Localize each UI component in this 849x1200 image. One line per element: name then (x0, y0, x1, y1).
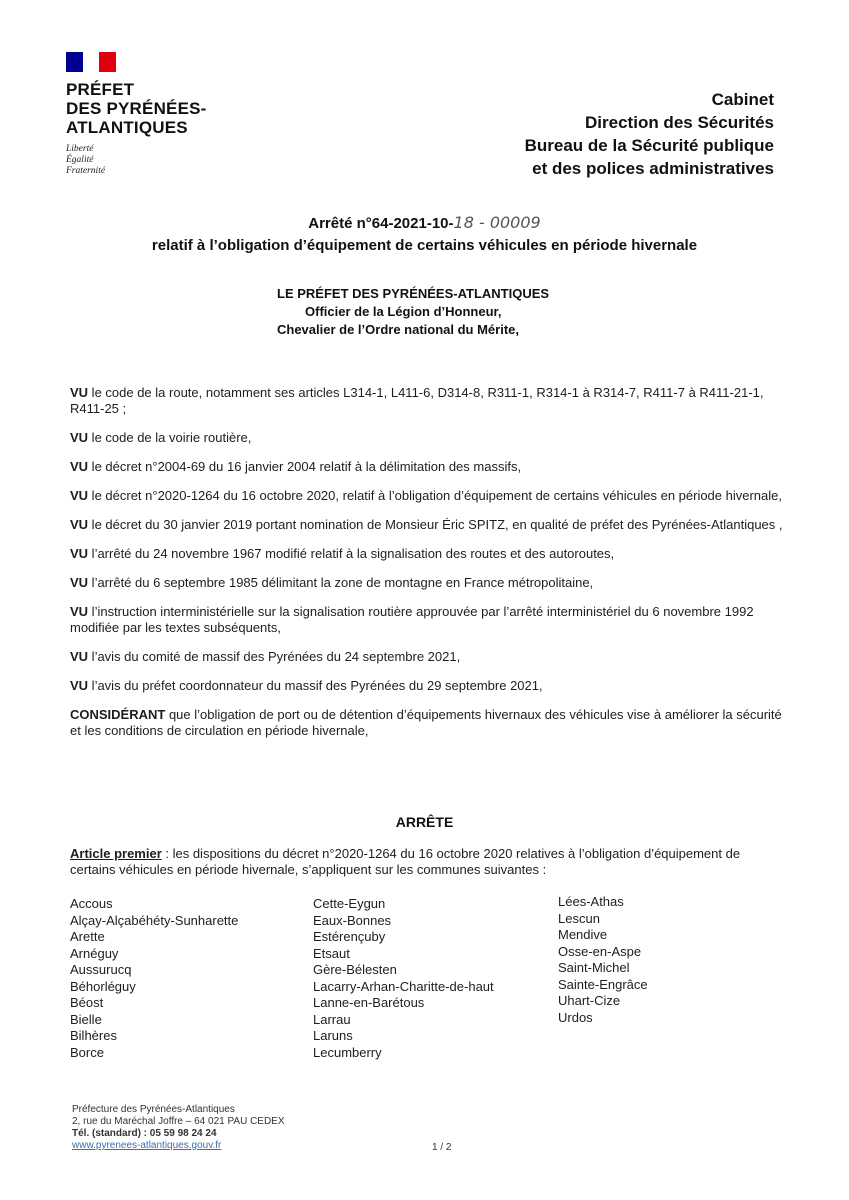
prefet-line-1: PRÉFET (66, 80, 135, 99)
motto-liberte: Liberté (66, 144, 94, 154)
visas-list (70, 385, 788, 752)
communes-column-3 (558, 894, 648, 1026)
commune-item: Béost (70, 995, 104, 1010)
commune-item: Lacarry-Arhan-Charitte-de-haut (313, 978, 494, 994)
prefet-line-3: ATLANTIQUES (66, 118, 188, 137)
decree-subject: relatif à l’obligation d’équipement de certains véhicules en période hivernale (151, 237, 698, 254)
commune-item: Bielle (70, 1011, 102, 1027)
republic-motto (66, 144, 256, 177)
visa-item: VU le décret du 30 janvier 2019 portant nomination de Monsieur Éric SPITZ, en qualité de préfet des Pyrénées-Atlantiques , (70, 517, 783, 532)
commune-item: Laruns (313, 1028, 353, 1043)
decree-title (0, 212, 849, 257)
commune-item: Aussurucq (70, 962, 132, 977)
visa-item: VU le code de la route, notamment ses articles L314-1, L411-6, D314-8, R311-1, R314-1 à R314-7, R411-7 à R411-21-1, R411-25 ; (70, 385, 764, 416)
commune-item: Lanne-en-Barétous (313, 995, 425, 1010)
footer-website-link[interactable]: www.pyrenees-atlantiques.gouv.fr (72, 1140, 222, 1151)
prefet-name: LE PRÉFET DES PYRÉNÉES-ATLANTIQUES (277, 286, 550, 301)
communes-column-1 (70, 896, 238, 1061)
commune-item: Arnéguy (70, 945, 119, 961)
visa-item: VU le décret n°2020-1264 du 16 octobre 2020, relatif à l’obligation d’équipement de certains véhicules en période hivernale, (70, 488, 783, 503)
commune-item: Lescun (558, 910, 600, 926)
commune-item: Arette (70, 929, 105, 944)
visa-item: VU l’avis du comité de massif des Pyrénées du 24 septembre 2021, (70, 649, 461, 664)
visa-item: VU le décret n°2004-69 du 16 janvier 2004 relatif à la délimitation des massifs, (70, 459, 522, 474)
footer-address: 2, rue du Maréchal Joffre – 64 021 PAU CEDEX (72, 1116, 285, 1127)
commune-item: Estérençuby (313, 929, 386, 944)
prefet-line-2: DES PYRÉNÉES- (66, 99, 207, 118)
considerant-item: CONSIDÉRANT que l’obligation de port ou de détention d’équipements hivernaux des véhicules vise à améliorer la sécurité et les conditions de circulation en période hivernale, (70, 707, 782, 738)
article-text: : les dispositions du décret n°2020-1264 du 16 octobre 2020 relatives à l’obligation d’équipement de certains véhicules en période hivernale, s’appliquent sur les communes suivantes : (70, 846, 741, 877)
commune-item: Bilhères (70, 1028, 117, 1043)
commune-item: Saint-Michel (558, 960, 630, 975)
commune-item: Cette-Eygun (313, 896, 386, 911)
footer-phone: Tél. (standard) : 05 59 98 24 24 (72, 1128, 217, 1139)
decree-number-handwritten: 18 - 00009 (453, 213, 541, 232)
prefet-identity (277, 285, 549, 339)
commune-item: Osse-en-Aspe (558, 943, 642, 959)
commune-item: Lées-Athas (558, 894, 624, 909)
service-direction: Direction des Sécurités (585, 113, 774, 132)
communes-column-2 (313, 896, 494, 1061)
decree-number (0, 212, 849, 235)
visa-item: VU l’instruction interministérielle sur la signalisation routière approuvée par l’arrêté interministériel du 6 novembre 1992 modifiée par les textes subséquents, (70, 604, 754, 635)
flag-red-band (99, 52, 116, 72)
visa-item: VU le code de la voirie routière, (70, 430, 252, 445)
prefecture-logo (66, 52, 256, 177)
flag-blue-band (66, 52, 83, 72)
flag-white-band (83, 52, 100, 72)
commune-item: Mendive (558, 927, 608, 942)
visa-item: VU l’arrêté du 6 septembre 1985 délimitant la zone de montagne en France métropolitaine, (70, 575, 594, 590)
issuing-service (525, 88, 774, 180)
article-premier (70, 846, 788, 878)
page-footer (72, 1104, 285, 1152)
commune-item: Gère-Bélesten (313, 962, 397, 977)
service-cabinet: Cabinet (711, 90, 774, 109)
visa-item: VU l’avis du préfet coordonnateur du massif des Pyrénées du 29 septembre 2021, (70, 678, 543, 693)
decree-number-prefix: Arrêté n°64-2021-10- (308, 215, 454, 232)
commune-item: Urdos (558, 1009, 593, 1025)
commune-item: Borce (70, 1044, 104, 1060)
marianne-flag-icon (66, 52, 116, 72)
motto-fraternite: Fraternité (66, 166, 106, 176)
article-label: Article premier (70, 846, 162, 861)
page-number: 1 / 2 (432, 1142, 452, 1153)
prefet-title-merite: Chevalier de l’Ordre national du Mérite, (277, 322, 520, 337)
commune-item: Larrau (313, 1011, 351, 1027)
visa-item: VU l’arrêté du 24 novembre 1967 modifié relatif à la signalisation des routes et des autoroutes, (70, 546, 615, 561)
commune-item: Lecumberry (313, 1044, 382, 1060)
commune-item: Béhorléguy (70, 978, 136, 994)
footer-org: Préfecture des Pyrénées-Atlantiques (72, 1104, 235, 1115)
arrete-heading: ARRÊTE (395, 814, 454, 830)
motto-egalite: Égalité (66, 155, 94, 165)
service-bureau: Bureau de la Sécurité publique (524, 136, 774, 155)
commune-item: Etsaut (313, 945, 350, 961)
commune-item: Alçay-Alçabéhéty-Sunharette (70, 912, 239, 928)
prefet-title-legion: Officier de la Légion d’Honneur, (305, 304, 502, 319)
service-polices: et des polices administratives (532, 159, 774, 178)
commune-item: Accous (70, 896, 113, 911)
commune-item: Eaux-Bonnes (313, 912, 392, 928)
commune-item: Uhart-Cize (558, 993, 621, 1008)
commune-item: Sainte-Engrâce (558, 976, 648, 992)
